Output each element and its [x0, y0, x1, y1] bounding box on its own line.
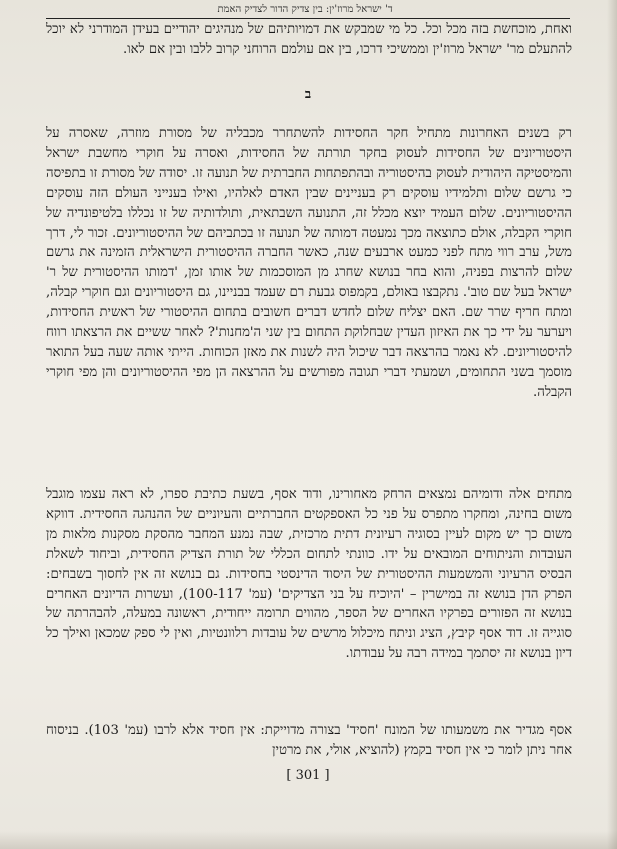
page-edge-shadow-bottom	[0, 831, 617, 849]
page-edge-shadow-right	[607, 0, 617, 849]
section-letter: ב	[304, 87, 312, 102]
paragraph-2: רק בשנים האחרונות מתחיל חקר החסידות להשתחרר מכבליה של מסורת מוזרה, שאסרה על היסטוריונים של החסידות לעסוק בחקר תורתה של החסידות, ואסרה על חוקרי מחשבת ישראל והמיסטיקה היהודית לעסוק בהיסטוריה ובהתפתחות החברתית של תנועה זו. יסודה של מסורת זו בתפיסה כי גרשם שלום ותלמידיו עוסקים רק בעניינים שבין האדם לאלהיו, ואילו בענייני העולם הזה עוסקים ההיסטוריונים. שלום העמיד יוצא מכלל זה, התנועה השבתאית, ותולדותיה של זו נכללו בלטיפונדיה של חוקרי הקבלה, אולם כתוצאה מכך נמעטה דמותה של תנועה זו בכתביהם של ההיסטוריונים. זכור לי, דרך משל, ערב רווי מתח לפני כמעט ארבעים שנה, כאשר החברה ההיסטורית הישראלית הזמינה את גרשם שלום להרצות בפניה, והוא בחר בנושא שחרג מן המוסכמות של אותו זמן, 'דמותו ההיסטורית של ר' ישראל בעל שם טוב'. נתקבצו באולם, בקמפוס גבעת רם שעמד בבניינו, גם היסטוריונים וגם חוקרי קבלה, ומתח חריף שרר שם. האם יצליח שלום לחדש דברים חשובים בתחום ההיסטורי של ראשית החסידות, ויערער על ידי כך את האיזון העדין שבחלוקת התחום בין שני ה'מחנות'? לאחר ששיים את הרצאתו רווח להיסטוריונים. לא נאמר בהרצאה דבר שיכול היה לשנות את מאזן הכוחות. הייתי אותה שעה בעל התואר מוסמך בשני התחומים, ושמעתי דברי תגובה מפורשים על ההרצאה הן מפי ההיסטוריונים והן מפי חוקרי הקבלה.	[46, 126, 572, 400]
paragraph-1: ואחת, מוכחשת בזה מכל וכל. כל מי שמבקש את דמויותיהם של מנהיגים יהודיים בעידן המודרני לא יוכל להתעלם מר' ישראל מרוז'ין וממשיכי דרכו, בין אם עולמם הרוחני קרוב ללבו ובין אם לאו.	[46, 22, 572, 57]
header-rule	[46, 18, 570, 19]
paragraph-4: אסף מגדיר את משמעותו של המונח 'חסיד' בצורה מדוייקת: אין חסיד אלא לרבו (עמ' 103). בניסוח אחר ניתן לומר כי אין חסיד בקמץ (להוציא, אולי, את מרטין	[46, 723, 572, 758]
paragraph-3: מתחים אלה ודומיהם נמצאים הרחק מאחורינו, ודוד אסף, בשעת כתיבת ספרו, לא ראה עצמו מוגבל משום בחינה, ומחקרו מתפרס על פני כל האספקטים החברתיים והעיוניים של ההנהגה החסידית. דווקא משום כך יש מקום לעיין בסוגיה רעיונית דתית מרכזית, שבה נמנע המחבר מהסקת מסקנות מלאות מן העובדות והניתוחים המובאים על ידו. כוונתי לתחום הכללי של תורת הצדיק החסידית, וביחוד לשאלת הבסיס הרעיוני והמשמעות ההיסטורית של היסוד הדינסטי בחסידות. גם בנושא זה אין לחסוך בשבחים: הפרק הדן בנושא זה במישרין – 'היוכיח על בני הצדיקים' (עמ' 100-117), ועשרות הדיונים האחרים בנושא זה הפזורים בפרקיו האחרים של הספר, מהווים תרומה ייחודית, ראשונה במעלה, להבהרתה של סוגייה זו. דוד אסף קיבץ, הציג וניתח מיכלול מרשים של עובדות רלוונטיות, ואין לי ספק שמכאן ואילך כל דיון בנושא זה יסתמך במידה רבה על עבודתו.	[46, 487, 572, 662]
running-header: ד' ישראל מרוז'ין: בין צדיק הדור לצדיק האמת	[217, 4, 393, 15]
page-number: [ 301 ]	[286, 768, 330, 783]
